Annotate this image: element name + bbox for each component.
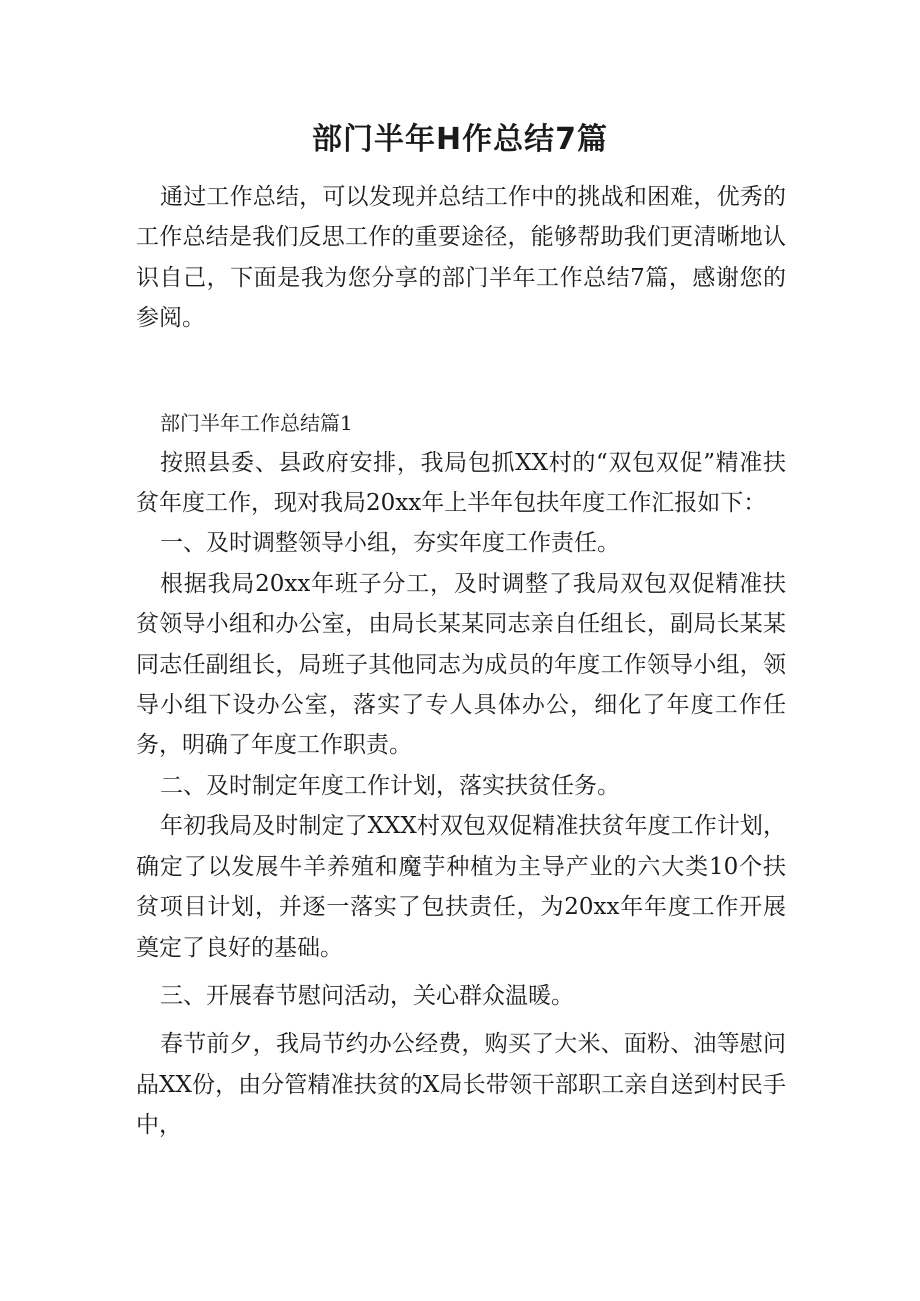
paragraph-4: 春节前夕，我局节约办公经费，购买了大米、面粉、油等慰问品XX份，由分管精准扶贫的X局长带领干部职工亲自送到村民手中， xyxy=(136,1031,786,1139)
document-title: 部门半年H作总结7篇 xyxy=(312,122,608,157)
blank-gap xyxy=(136,339,786,403)
paragraph-3: 年初我局及时制定了XXX村双包双促精准扶贫年度工作计划，确定了以发展牛羊养殖和魔芋种植为主导产业的六大类10个扶贫项目计划，并逐一落实了包扶责任，为20xx年年度工作开展奠定了良好的基础。 xyxy=(136,813,786,961)
section-title: 部门半年工作总结篇1 xyxy=(160,410,353,435)
heading-1: 一、及时调整领导小组，夯实年度工作责任。 xyxy=(160,530,620,557)
heading-2: 二、及时制定年度工作计划，落实扶贫任务。 xyxy=(160,772,620,799)
intro-paragraph: 通过工作总结，可以发现并总结工作中的挑战和困难，优秀的工作总结是我们反思工作的重要途径，能够帮助我们更清晰地认识自己，下面是我为您分享的部门半年工作总结7篇，感谢您的参阅。 xyxy=(136,184,786,332)
paragraph-1: 按照县委、县政府安排，我局包抓XX村的“双包双促”精准扶贫年度工作，现对我局20xx年上半年包扶年度工作汇报如下： xyxy=(136,449,786,517)
document-body xyxy=(136,177,786,1146)
paragraph-2: 根据我局20xx年班子分工，及时调整了我局双包双促精准扶贫领导小组和办公室，由局长某某同志亲自任组长，副局长某某同志任副组长，局班子其他同志为成员的年度工作领导小组，领导小组下设办公室，落实了专人具体办公，细化了年度工作任务，明确了年度工作职责。 xyxy=(136,570,786,759)
heading-3: 三、开展春节慰问活动，关心群众温暖。 xyxy=(160,982,574,1009)
